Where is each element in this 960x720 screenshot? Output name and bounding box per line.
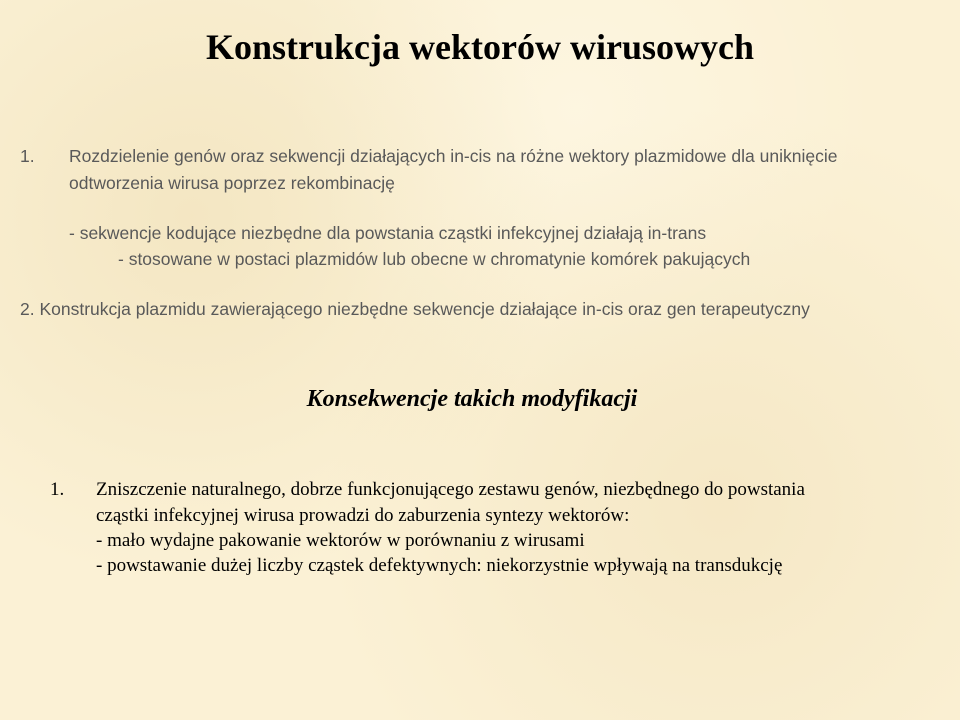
consequence-1-line-4: - powstawanie dużej liczby cząstek defektywnych: niekorzystnie wpływają na transdukcję — [96, 555, 783, 576]
consequence-1-line-3: - mało wydajne pakowanie wektorów w porównaniu z wirusami — [96, 530, 585, 551]
consequence-1-line-2: cząstki infekcyjnej wirusa prowadzi do zaburzenia syntezy wektorów: — [96, 505, 630, 526]
consequence-1-line-1: Zniszczenie naturalnego, dobrze funkcjonującego zestawu genów, niezbędnego do powstania — [96, 479, 805, 500]
item-1-number: 1. — [20, 146, 35, 166]
item-1-line-2: odtworzenia wirusa poprzez rekombinację — [69, 173, 395, 193]
sub-line-2: - stosowane w postaci plazmidów lub obecne w chromatynie komórek pakujących — [118, 249, 751, 269]
consequences-heading: Konsekwencje takich modyfikacji — [306, 386, 638, 412]
consequence-1-number: 1. — [50, 479, 65, 500]
item-2: 2. Konstrukcja plazmidu zawierającego niezbędne sekwencje działające in-cis oraz gen terapeutyczny — [20, 299, 810, 319]
item-1-line-1: Rozdzielenie genów oraz sekwencji działających in-cis na różne wektory plazmidowe dla uniknięcie — [69, 146, 838, 166]
slide-title: Konstrukcja wektorów wirusowych — [206, 27, 754, 67]
sub-line-1: - sekwencje kodujące niezbędne dla powstania cząstki infekcyjnej działają in-trans — [69, 223, 707, 243]
